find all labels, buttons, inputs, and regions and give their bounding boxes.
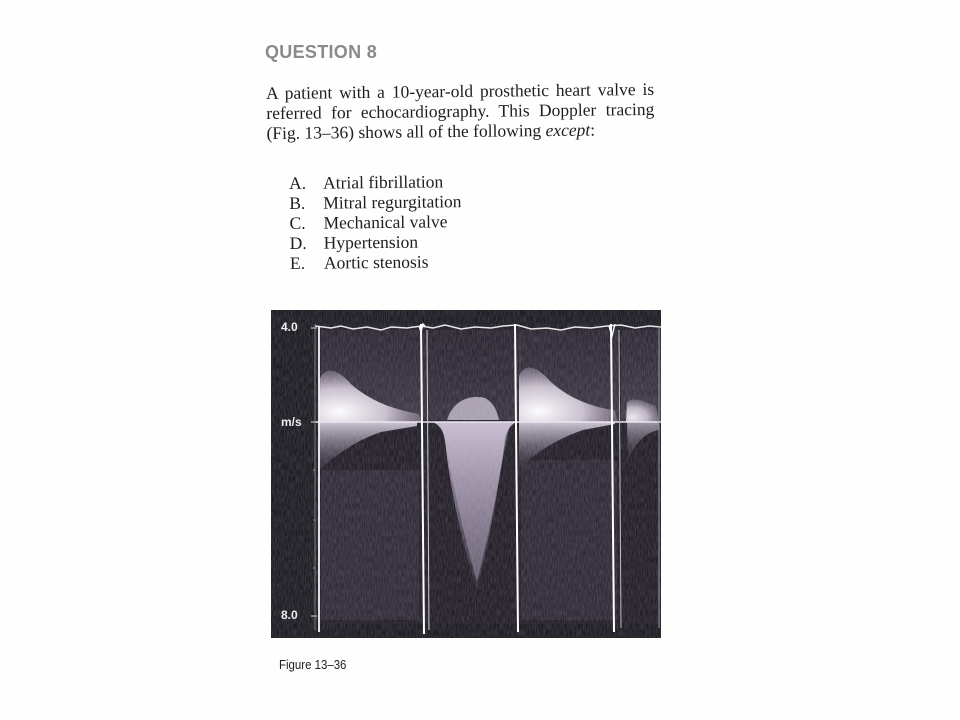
answer-option-a bbox=[289, 171, 461, 193]
velocity-unit-label: m/s bbox=[281, 415, 302, 429]
option-text: Mechanical valve bbox=[323, 211, 448, 233]
option-text: Atrial fibrillation bbox=[322, 171, 444, 193]
option-letter: A. bbox=[289, 172, 307, 193]
answer-option-c bbox=[289, 211, 461, 233]
option-letter: B. bbox=[289, 192, 306, 213]
question-stem-tail: : bbox=[590, 119, 596, 140]
answer-option-b bbox=[289, 191, 461, 213]
answer-option-e bbox=[290, 251, 462, 273]
answer-options bbox=[289, 171, 462, 273]
option-text: Aortic stenosis bbox=[323, 251, 429, 273]
option-letter: D. bbox=[289, 232, 307, 253]
doppler-spectrum-image bbox=[271, 310, 661, 638]
question-stem bbox=[266, 79, 655, 143]
question-stem-emphasis: except bbox=[545, 119, 591, 141]
option-text: Hypertension bbox=[323, 231, 419, 253]
option-text: Mitral regurgitation bbox=[323, 191, 462, 213]
figure-caption: Figure 13–36 bbox=[279, 657, 347, 672]
doppler-tracing-figure bbox=[271, 310, 661, 638]
question-stem-text: A patient with a 10-year-old prosthetic heart valve is referred for echocardiography. This Doppler tracing (Fig. 13–36) shows all of the following bbox=[266, 78, 655, 143]
option-letter: E. bbox=[289, 252, 306, 273]
question-heading: QUESTION 8 bbox=[265, 42, 378, 62]
option-letter: C. bbox=[289, 212, 306, 233]
velocity-scale-bottom: 8.0 bbox=[281, 608, 298, 622]
answer-option-d bbox=[290, 231, 462, 253]
velocity-scale-top: 4.0 bbox=[281, 320, 298, 334]
